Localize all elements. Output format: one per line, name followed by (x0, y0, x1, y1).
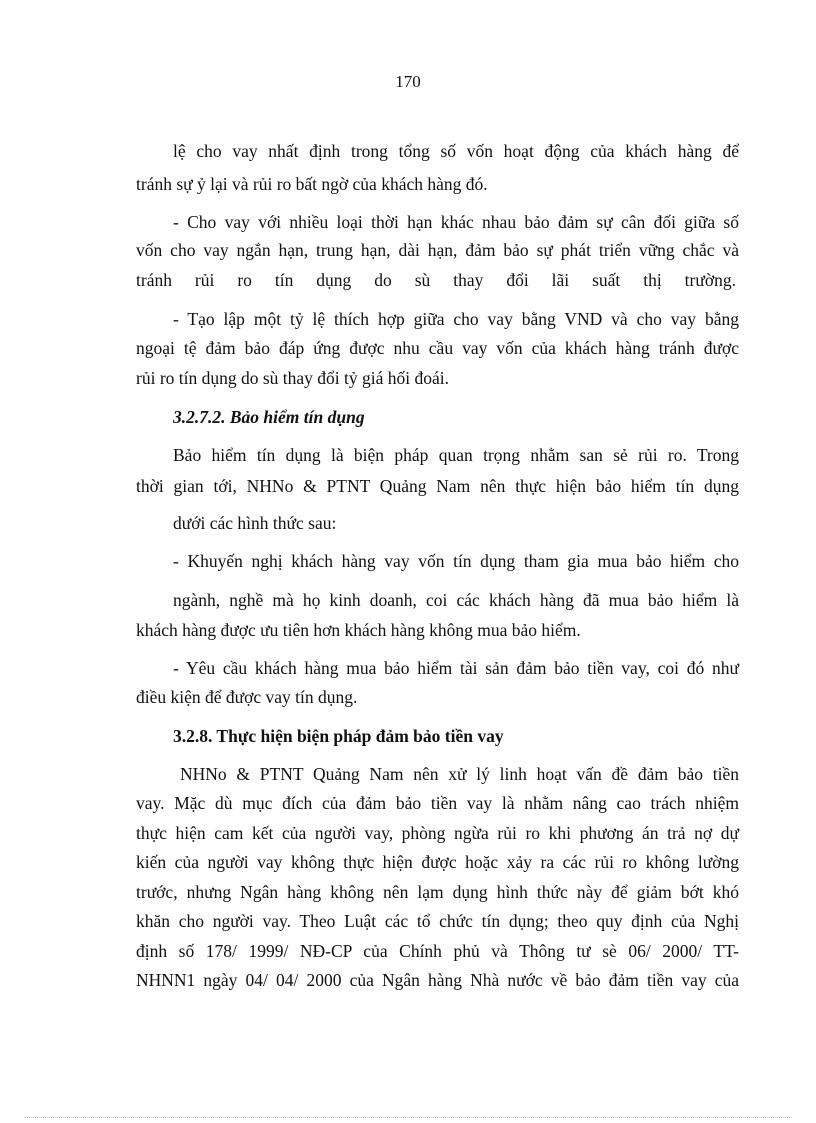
paragraph-line: điều kiện để được vay tín dụng. (136, 687, 358, 707)
paragraph-line: - Cho vay với nhiều loại thời hạn khác nhau bảo đảm sự cân đối giữa số (173, 212, 739, 232)
paragraph-line: vay. Mặc dù mục đích của đảm bảo tiền vay là nhằm nâng cao trách nhiệm (136, 793, 739, 813)
paragraph-line: trước, nhưng Ngân hàng không nên lạm dụng hình thức này để giảm bớt khó (136, 882, 739, 902)
paragraph-line: NHNo & PTNT Quảng Nam nên xử lý linh hoạt vấn đề đảm bảo tiền (180, 764, 739, 784)
paragraph-line: NHNN1 ngày 04/ 04/ 2000 của Ngân hàng Nhà nước về bảo đảm tiền vay của (136, 970, 739, 990)
paragraph-line: định số 178/ 1999/ NĐ-CP của Chính phủ và Thông tư sè 06/ 2000/ TT- (136, 941, 739, 961)
section-heading: 3.2.7.2. Bảo hiểm tín dụng (173, 407, 365, 427)
paragraph-line: dưới các hình thức sau: (173, 513, 337, 533)
paragraph-line: tránh rủi ro tín dụng do sù thay đổi lãi suất thị trường. (136, 270, 736, 290)
paragraph-line: - Yêu cầu khách hàng mua bảo hiểm tài sản đảm bảo tiền vay, coi đó như (173, 658, 739, 678)
paragraph-line: vốn cho vay ngắn hạn, trung hạn, dài hạn, đảm bảo sự phát triển vững chắc và (136, 240, 739, 260)
paragraph-line: Bảo hiểm tín dụng là biện pháp quan trọng nhằm san sẻ rủi ro. Trong (173, 445, 739, 465)
page-bottom-rule (24, 1117, 792, 1118)
paragraph-line: thực hiện cam kết của người vay, phòng ngừa rủi ro khi phương án trả nợ dự (136, 823, 739, 843)
paragraph-line: ngành, nghề mà họ kinh doanh, coi các khách hàng đã mua bảo hiểm là (173, 590, 739, 610)
paragraph-line: - Tạo lập một tỷ lệ thích hợp giữa cho vay bằng VND và cho vay bằng (173, 309, 739, 329)
paragraph-line: kiến của người vay không thực hiện được hoặc xảy ra các rủi ro không lường (136, 852, 739, 872)
paragraph-line: khách hàng được ưu tiên hơn khách hàng không mua bảo hiểm. (136, 620, 581, 640)
paragraph-line: thời gian tới, NHNo & PTNT Quảng Nam nên thực hiện bảo hiểm tín dụng (136, 476, 739, 496)
paragraph-line: khăn cho người vay. Theo Luật các tổ chức tín dụng; theo quy định của Nghị (136, 911, 739, 931)
section-heading: 3.2.8. Thực hiện biện pháp đảm bảo tiền vay (173, 726, 504, 746)
paragraph-line: rủi ro tín dụng do sù thay đổi tỷ giá hối đoái. (136, 368, 450, 388)
paragraph-line: tránh sự ỷ lại và rủi ro bất ngờ của khách hàng đó. (136, 174, 488, 194)
paragraph-line: lệ cho vay nhất định trong tổng số vốn hoạt động của khách hàng để (173, 141, 739, 161)
paragraph-line: ngoại tệ đảm bảo đáp ứng được nhu cầu vay vốn của khách hàng tránh được (136, 338, 739, 358)
page-number: 170 (395, 72, 421, 91)
paragraph-line: - Khuyến nghị khách hàng vay vốn tín dụng tham gia mua bảo hiểm cho (173, 551, 739, 571)
